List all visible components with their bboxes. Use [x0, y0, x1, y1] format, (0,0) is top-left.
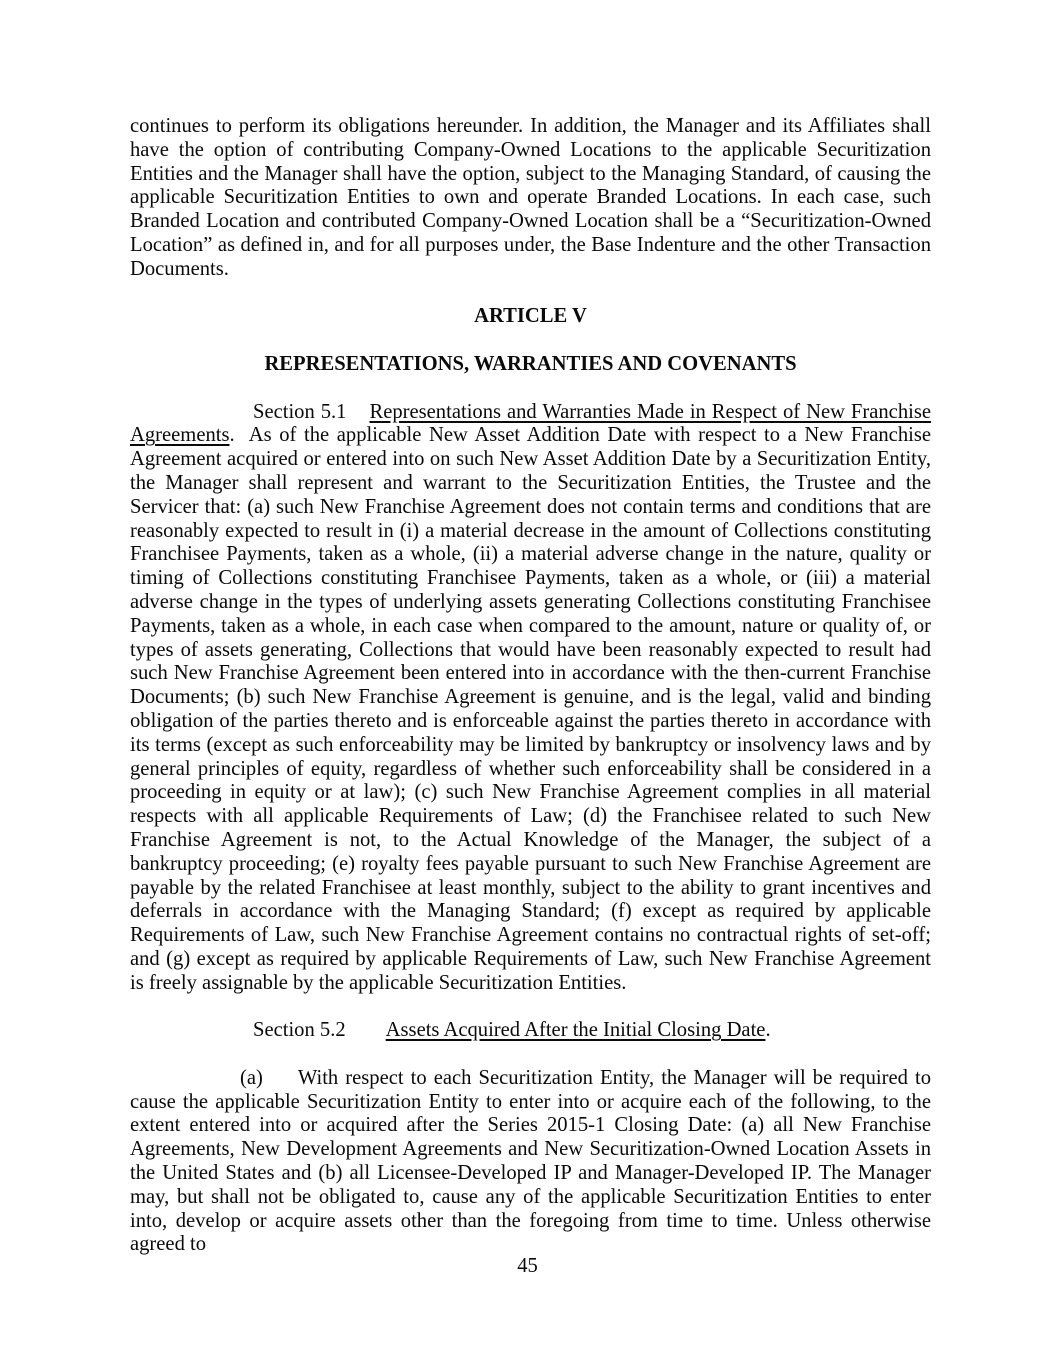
section-5-1-body: As of the applicable New Asset Addition Date with respect to a New Franchise Agreement acquired or entered into on such New Asset Addition Date by a Securitization Entity, the Manager shall represent and warrant to the Securitization Entities, the Trustee and the Servicer that: (a) such New Franchise Agreement does not contain terms and conditions that are reasonably expected to result in (i) a material decrease in the amount of Collections constituting Franchisee Payments, taken as a whole, (ii) a material adverse change in the nature, quality or timing of Collections constituting Franchisee Payments, taken as a whole, or (iii) a material adverse change in the types of underlying assets generating Collections constituting Franchisee Payments, taken as a whole, in each case when compared to the amount, nature or quality of, or types of assets generating, Collections that would have been reasonably expected to result had such New Franchise Agreement been entered into in accordance with the then-current Franchise Documents; (b) such New Franchise Agreement is genuine, and is the legal, valid and binding obligation of the parties thereto and is enforceable against the parties thereto in accordance with its terms (except as such enforceability may be limited by bankruptcy or insolvency laws and by general principles of equity, regardless of whether such enforceability shall be considered in a proceeding in equity or at law); (c) such New Franchise Agreement complies in all material respects with all applicable Requirements of Law; (d) the Franchisee related to such New Franchise Agreement is not, to the Actual Knowledge of the Manager, the subject of a bankruptcy proceeding; (e) royalty fees payable pursuant to such New Franchise Agreement are payable by the related Franchisee at least monthly, subject to the ability to grant incentives and deferrals in accordance with the Managing Standard; (f) except as required by applicable Requirements of Law, such New Franchise Agreement contains no contractual rights of set-off; and (g) except as required by applicable Requirements of Law, such New Franchise Agreement is freely assignable by the applicable Securitization Entities. [130, 424, 931, 994]
subsection-a-body: With respect to each Securitization Entity, the Manager will be required to cause the applicable Securitization Entity to enter into or acquire each of the following, to the extent entered into or acquired after the Series 2015-1 Closing Date: (a) all New Franchise Agreements, New Development Agreements and New Securitization-Owned Location Assets in the United States and (b) all Licensee-Developed IP and Manager-Developed IP. The Manager may, but shall not be obligated to, cause any of the applicable Securitization Entities to enter into, develop or acquire assets other than the foregoing from time to time. Unless otherwise agreed to [130, 1066, 931, 1256]
section-5-1-paragraph [130, 401, 931, 996]
section-5-1-label: Section 5.1 [253, 400, 347, 423]
section-5-1-title: Representations and Warranties Made in Respect of New Franchise Agreements [130, 400, 931, 447]
subsection-a-label: (a) [240, 1066, 263, 1089]
section-5-2-heading [130, 1019, 931, 1043]
section-5-2-label: Section 5.2 [253, 1019, 346, 1042]
article-subheading: REPRESENTATIONS, WARRANTIES AND COVENANTS [264, 352, 797, 375]
subsection-a-paragraph [130, 1067, 931, 1257]
paragraph-continuation: continues to perform its obligations hereunder. In addition, the Manager and its Affiliates shall have the option of contributing Company-Owned Locations to the applicable Securitization Entities and the Manager shall have the option, subject to the Managing Standard, of causing the applicable Securitization Entities to own and operate Branded Locations. In each case, such Branded Location and contributed Company-Owned Location shall be a “Securitization-Owned Location” as defined in, and for all purposes under, the Base Indenture and the other Transaction Documents. [130, 115, 931, 280]
section-5-1-title-period: . [229, 424, 235, 447]
section-5-2-title: Assets Acquired After the Initial Closing Date [385, 1019, 766, 1042]
article-heading: ARTICLE V [474, 305, 587, 328]
page-number: 45 [517, 1255, 538, 1277]
section-5-2-title-period: . [765, 1019, 771, 1042]
